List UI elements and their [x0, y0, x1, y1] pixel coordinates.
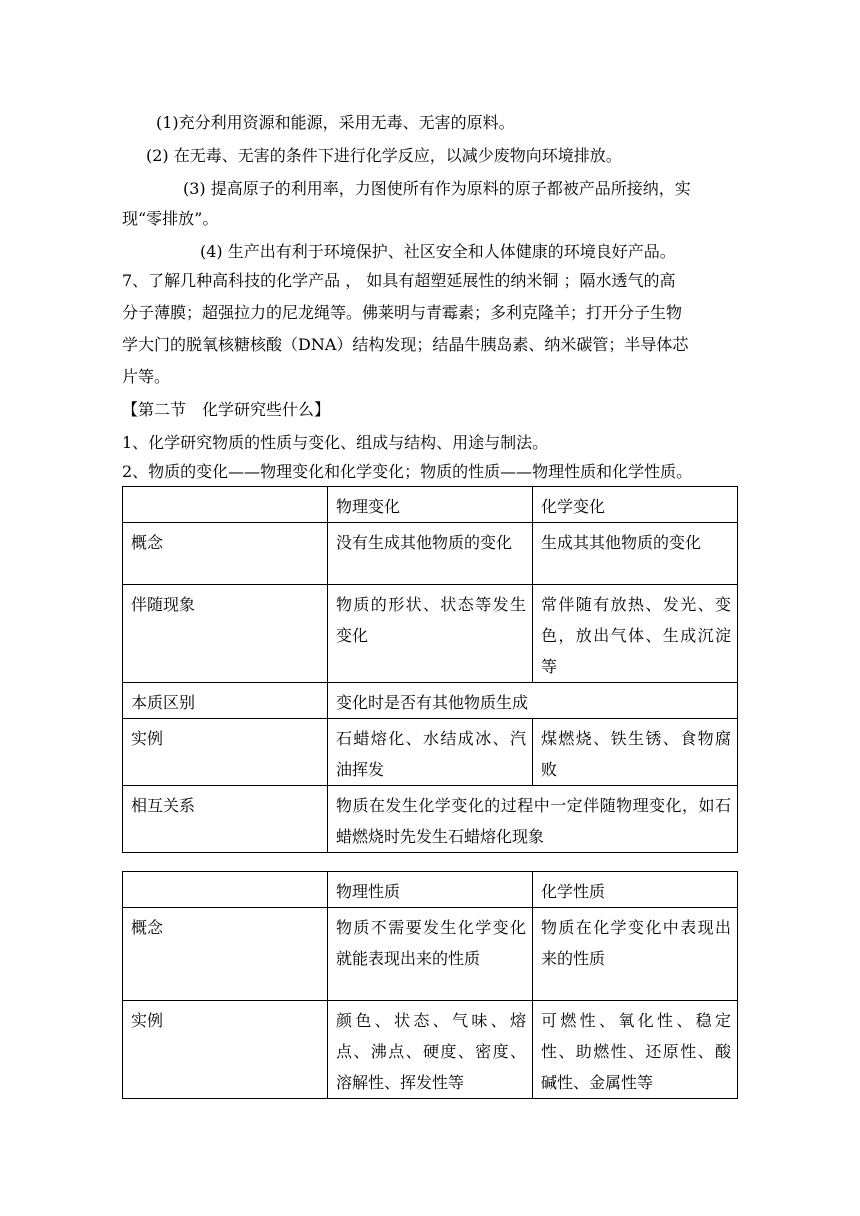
table-cell: 可燃性、氧化性、稳定性、助燃性、还原性、酸碱性、金属性等 [533, 1001, 738, 1099]
paragraph-green-chem-2: (2) 在无毒、无害的条件下进行化学反应，以减少废物向环境排放。 [146, 146, 622, 165]
table-row [123, 872, 738, 908]
table-row [123, 786, 738, 853]
table-cell: 物质不需要发生化学变化就能表现出来的性质 [328, 908, 533, 1001]
row-label: 实例 [123, 1001, 328, 1099]
paragraph-item-7: 7、了解几种高科技的化学产品 ， 如具有超塑延展性的纳米铜 ；隔水透气的高 [122, 271, 676, 290]
row-label: 实例 [123, 719, 328, 786]
table-row [123, 719, 738, 786]
table-header-cell: 物理变化 [328, 487, 533, 523]
table-header-cell: 物理性质 [328, 872, 533, 908]
paragraph-item-7-line-3: 学大门的脱氧核糖核酸（DNA）结构发现；结晶牛胰岛素、纳米碳管；半导体芯 [122, 335, 689, 354]
table-cell: 变化时是否有其他物质生成 [328, 683, 738, 719]
row-label: 伴随现象 [123, 585, 328, 683]
table-row [123, 523, 738, 585]
table-cell: 石蜡熔化、水结成冰、汽油挥发 [328, 719, 533, 786]
table-row [123, 683, 738, 719]
paragraph-green-chem-4: (4) 生产出有利于环境保护、社区安全和人体健康的环境良好产品。 [200, 242, 676, 261]
section-item-2: 2、物质的变化——物理变化和化学变化；物质的性质——物理性质和化学性质。 [122, 462, 693, 481]
paragraph-item-7-line-2: 分子薄膜；超强拉力的尼龙绳等。佛莱明与青霉素；多利克隆羊；打开分子生物 [122, 303, 683, 322]
paragraph-green-chem-1: (1)充分利用资源和能源，采用无毒、无害的原料。 [156, 113, 515, 132]
table-row [123, 585, 738, 683]
property-comparison-table [122, 871, 738, 1099]
row-label: 概念 [123, 523, 328, 585]
table-header-cell: 化学性质 [533, 872, 738, 908]
table-cell: 颜色、状态、气味、熔点、沸点、硬度、密度、溶解性、挥发性等 [328, 1001, 533, 1099]
paragraph-green-chem-3: (3) 提高原子的利用率，力图使所有作为原料的原子都被产品所接纳，实 [183, 179, 691, 198]
table-row [123, 487, 738, 523]
change-comparison-table [122, 486, 738, 853]
paragraph-green-chem-3-cont: 现“零排放”。 [122, 209, 219, 228]
row-label: 本质区别 [123, 683, 328, 719]
table-cell: 物质在化学变化中表现出来的性质 [533, 908, 738, 1001]
table-cell: 常伴随有放热、发光、变色，放出气体、生成沉淀等 [533, 585, 738, 683]
table-cell: 生成其其他物质的变化 [533, 523, 738, 585]
row-label: 概念 [123, 908, 328, 1001]
table-cell: 物质在发生化学变化的过程中一定伴随物理变化，如石蜡燃烧时先发生石蜡熔化现象 [328, 786, 738, 853]
table-cell: 没有生成其他物质的变化 [328, 523, 533, 585]
table-header-cell: 化学变化 [533, 487, 738, 523]
table-row [123, 1001, 738, 1099]
section-item-1: 1、化学研究物质的性质与变化、组成与结构、用途与制法。 [122, 433, 549, 452]
table-cell: 煤燃烧、铁生锈、食物腐败 [533, 719, 738, 786]
paragraph-item-7-line-4: 片等。 [122, 367, 171, 386]
table-row [123, 908, 738, 1001]
table-header-cell [123, 487, 328, 523]
table-header-cell [123, 872, 328, 908]
table-cell: 物质的形状、状态等发生变化 [328, 585, 533, 683]
row-label: 相互关系 [123, 786, 328, 853]
section-title: 【第二节 化学研究些什么】 [122, 400, 331, 419]
